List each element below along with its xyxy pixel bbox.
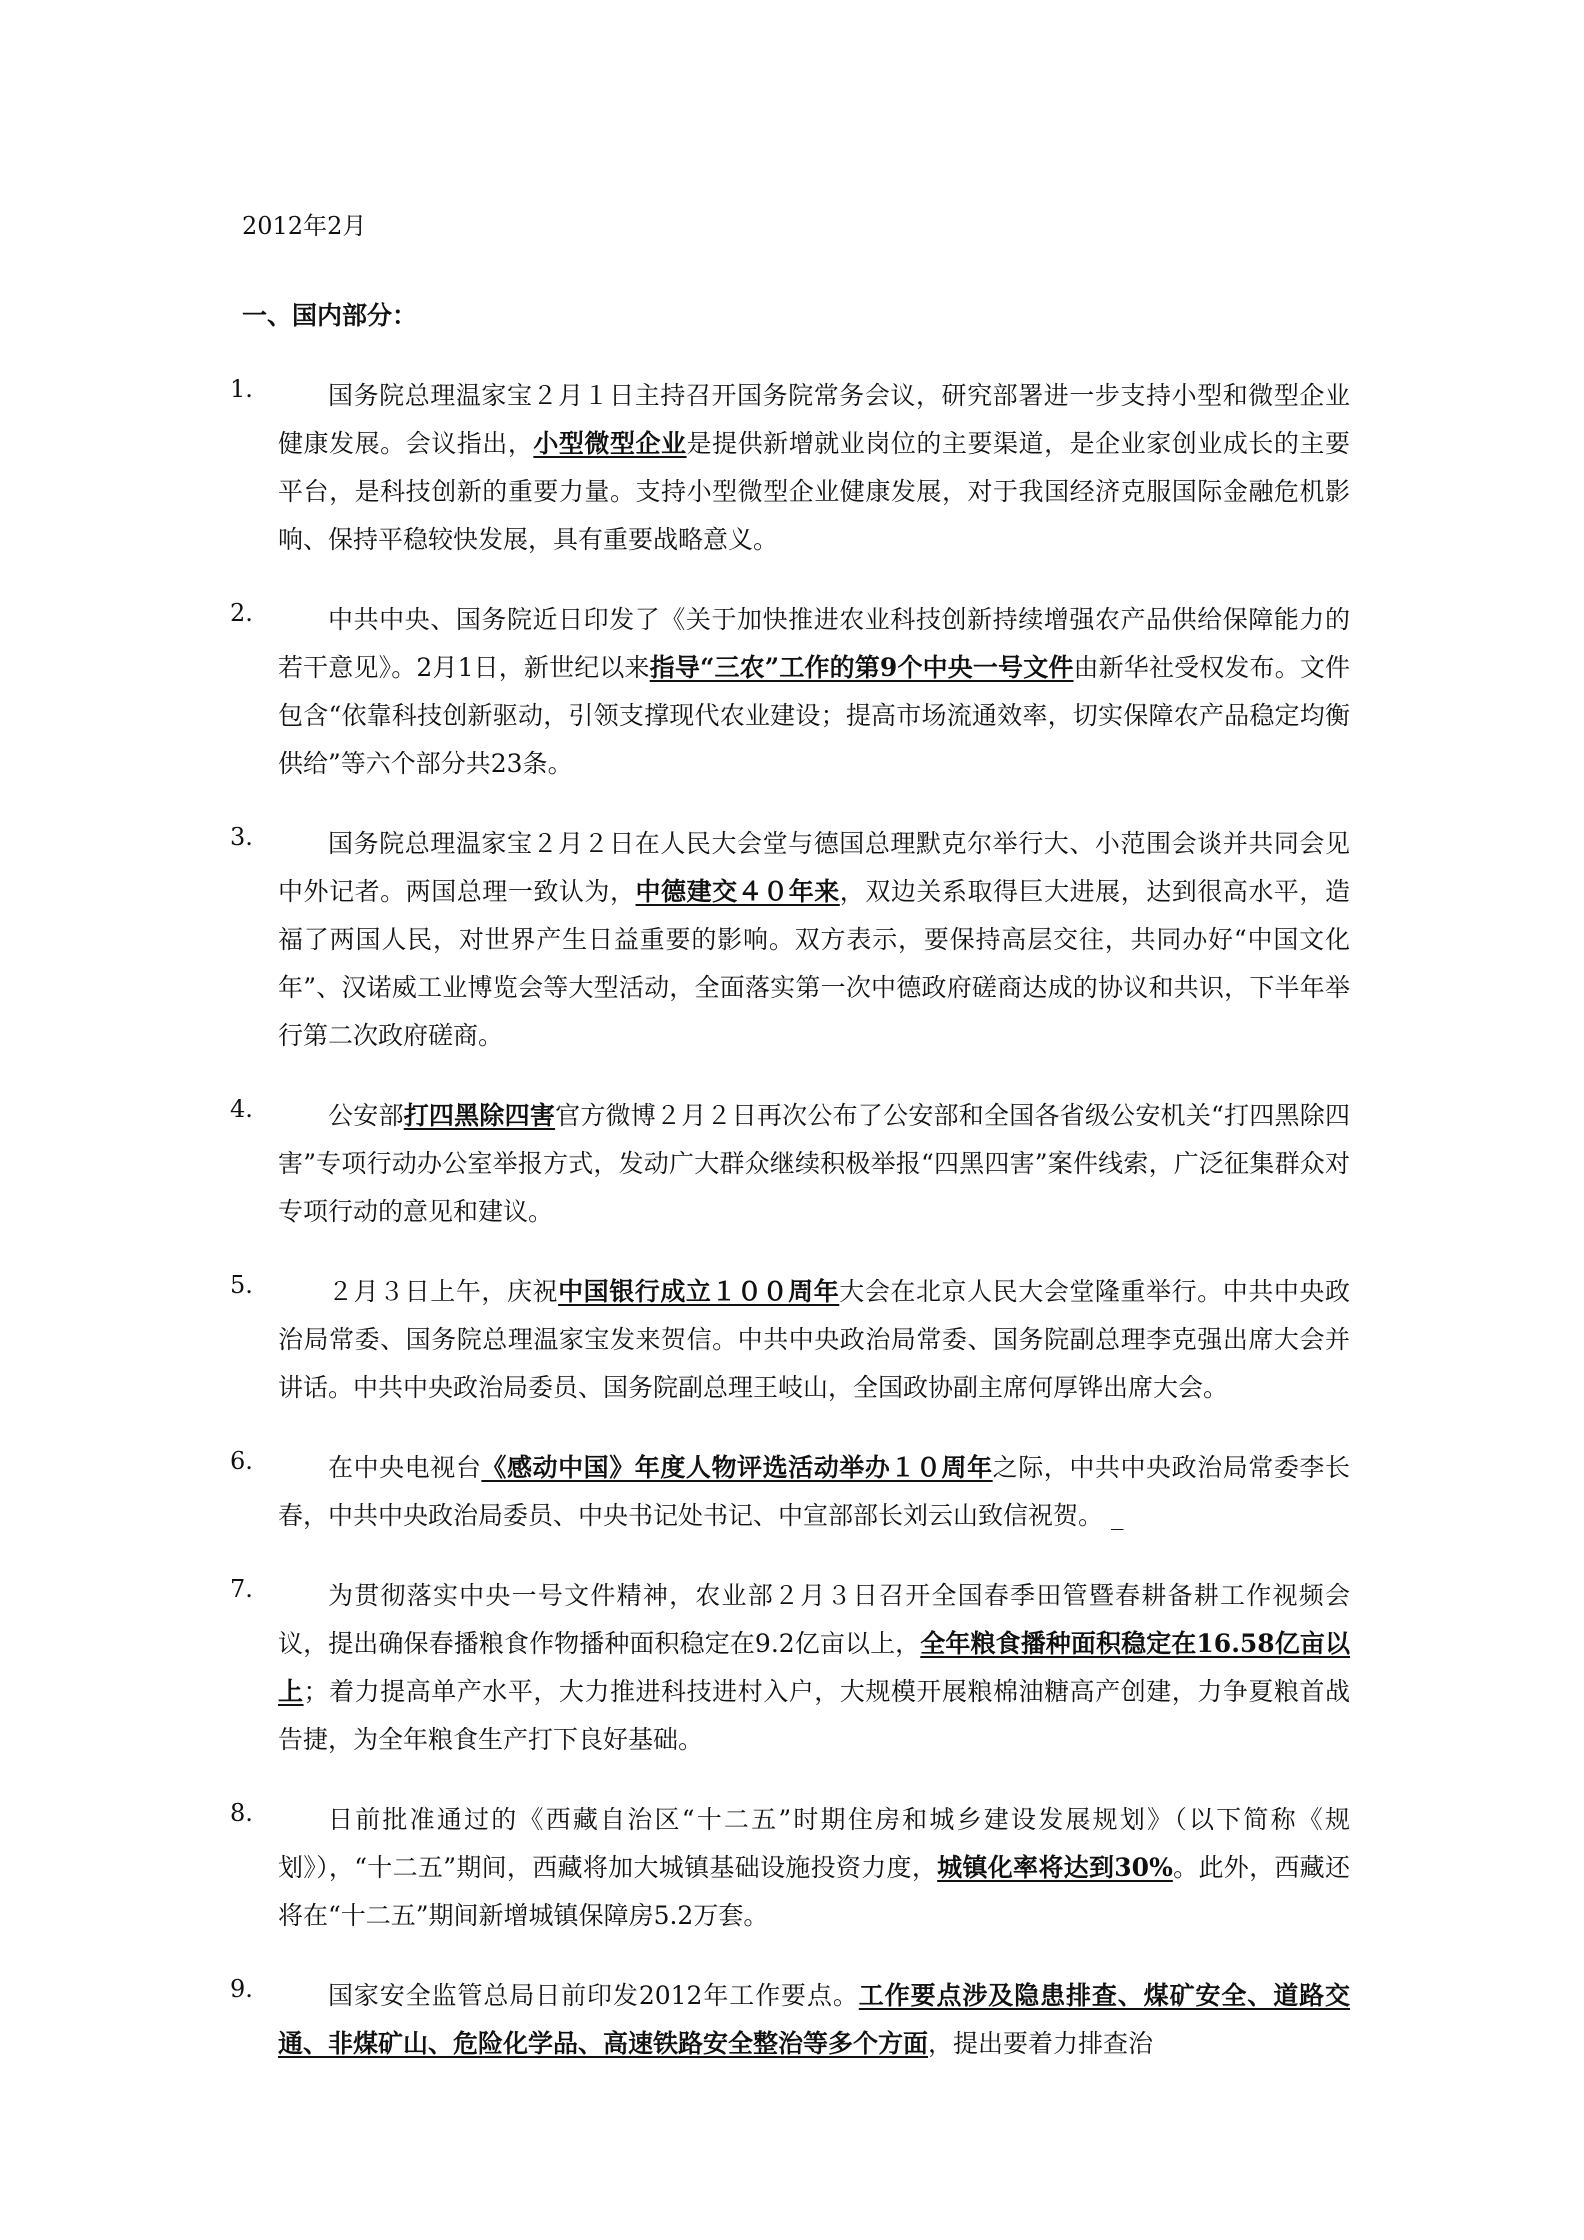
item-number: 3. — [230, 823, 253, 851]
news-item — [0, 1268, 1584, 1412]
item-text-pre: 在中央电视台 — [328, 1453, 482, 1482]
item-text — [278, 1796, 1350, 1940]
news-item — [0, 596, 1584, 788]
document-date: 2012年2月 — [242, 212, 367, 240]
item-text-post: 之际，中共中央政治局常委李长春，中共中央政治局委员、中央书记处书记、中宣部部长刘云山致信祝贺。 _ — [278, 1453, 1350, 1530]
item-text-post: 。此外，西藏还将在“十二五”期间新增城镇保障房5.2万套。 — [278, 1853, 1350, 1930]
news-item — [0, 1796, 1584, 1940]
item-highlight: 《感动中国》年度人物评选活动举办１０周年 — [481, 1453, 993, 1482]
item-text-pre: 公安部 — [328, 1101, 404, 1130]
item-text — [278, 820, 1350, 1060]
item-text — [278, 372, 1350, 564]
item-text-post: 由新华社受权发布。文件包含“依靠科技创新驱动，引领支撑现代农业建设；提高市场流通效率，切实保障农产品稳定均衡供给”等六个部分共23条。 — [278, 653, 1350, 778]
item-text-post: ，双边关系取得巨大进展，达到很高水平，造福了两国人民，对世界产生日益重要的影响。双方表示，要保持高层交往，共同办好“中国文化年”、汉诺威工业博览会等大型活动，全面落实第一次中德政府磋商达成的协议和共识，下半年举行第二次政府磋商。 — [278, 877, 1350, 1050]
item-number: 4. — [230, 1095, 253, 1123]
item-highlight: 工作要点涉及隐患排查、煤矿安全、道路交通、非煤矿山、危险化学品、高速铁路安全整治等多个方面 — [278, 1981, 1350, 2058]
news-item — [0, 1444, 1584, 1540]
news-item — [0, 1572, 1584, 1764]
item-text-pre: 国务院总理温家宝２月２日在人民大会堂与德国总理默克尔举行大、小范围会谈并共同会见中外记者。两国总理一致认为， — [278, 829, 1350, 906]
item-text-pre: 中共中央、国务院近日印发了《关于加快推进农业科技创新持续增强农产品供给保障能力的若干意见》。2月1日，新世纪以来 — [278, 605, 1350, 682]
item-number: 1. — [230, 375, 253, 403]
item-text — [278, 596, 1350, 788]
section-title: 一、国内部分： — [242, 301, 418, 330]
news-item — [0, 820, 1584, 1060]
news-item — [0, 372, 1584, 564]
item-text-pre: 国家安全监管总局日前印发2012年工作要点。 — [328, 1981, 859, 2010]
item-highlight: 指导“三农”工作的第9个中央一号文件 — [649, 653, 1074, 682]
item-highlight: 全年粮食播种面积稳定在16.58亿亩以上 — [278, 1629, 1350, 1706]
item-text-pre: 国务院总理温家宝２月１日主持召开国务院常务会议，研究部署进一步支持小型和微型企业健康发展。会议指出， — [278, 381, 1350, 458]
item-number: 6. — [230, 1447, 253, 1475]
item-number: 7. — [230, 1575, 253, 1603]
news-item-list — [0, 372, 1584, 2100]
item-highlight: 打四黑除四害 — [403, 1101, 556, 1130]
item-text — [278, 1092, 1350, 1236]
item-text — [278, 1972, 1350, 2068]
item-number: 8. — [230, 1799, 253, 1827]
item-text-pre: 为贯彻落实中央一号文件精神，农业部２月３日召开全国春季田管暨春耕备耕工作视频会议，提出确保春播粮食作物播种面积稳定在9.2亿亩以上， — [278, 1581, 1350, 1658]
item-highlight: 小型微型企业 — [533, 429, 687, 458]
item-number: 5. — [230, 1271, 253, 1299]
item-text-post: ；着力提高单产水平，大力推进科技进村入户，大规模开展粮棉油糖高产创建，力争夏粮首战告捷，为全年粮食生产打下良好基础。 — [278, 1677, 1350, 1754]
news-item — [0, 1972, 1584, 2068]
news-item — [0, 1092, 1584, 1236]
item-highlight: 中德建交４０年来 — [635, 877, 840, 906]
item-number: 9. — [230, 1975, 253, 2003]
item-text — [278, 1268, 1350, 1412]
item-text-pre: 日前批准通过的《西藏自治区“十二五”时期住房和城乡建设发展规划》（以下简称《规划》），“十二五”期间，西藏将加大城镇基础设施投资力度， — [278, 1805, 1350, 1882]
item-text — [278, 1572, 1350, 1764]
item-text-post: 官方微博２月２日再次公布了公安部和全国各省级公安机关“打四黑除四害”专项行动办公室举报方式，发动广大群众继续积极举报“四黑四害”案件线索，广泛征集群众对专项行动的意见和建议。 — [278, 1101, 1350, 1226]
item-text — [278, 1444, 1350, 1540]
item-text-post: 是提供新增就业岗位的主要渠道，是企业家创业成长的主要平台，是科技创新的重要力量。支持小型微型企业健康发展，对于我国经济克服国际金融危机影响、保持平稳较快发展，具有重要战略意义。 — [278, 429, 1350, 554]
item-highlight: 城镇化率将达到30% — [937, 1853, 1173, 1882]
item-text-pre: ２月３日上午，庆祝 — [328, 1277, 559, 1306]
item-text-post: 大会在北京人民大会堂隆重举行。中共中央政治局常委、国务院总理温家宝发来贺信。中共中央政治局常委、国务院副总理李克强出席大会并讲话。中共中央政治局委员、国务院副总理王岐山，全国政协副主席何厚铧出席大会。 — [278, 1277, 1350, 1402]
item-text-post: ，提出要着力排查治 — [928, 2029, 1154, 2058]
item-number: 2. — [230, 599, 253, 627]
item-highlight: 中国银行成立１００周年 — [558, 1277, 840, 1306]
